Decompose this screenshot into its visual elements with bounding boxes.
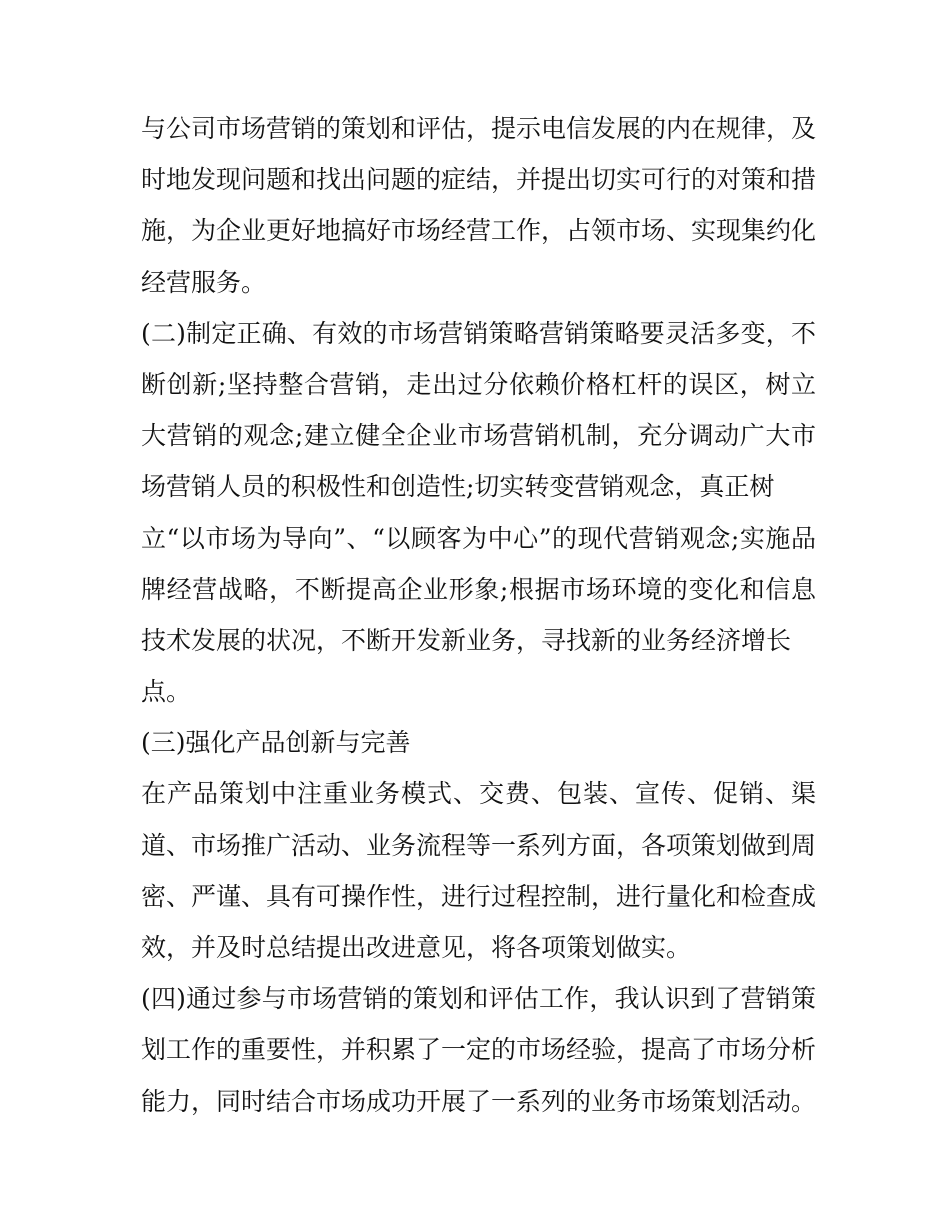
- text-line: 点。: [141, 677, 192, 707]
- text-line: 断创新;坚持整合营销，走出过分依赖价格杠杆的误区，树立: [141, 369, 816, 399]
- section-heading: (三)强化产品创新与完善: [141, 728, 411, 758]
- text-line: 效，并及时总结提出改进意见，将各项策划做实。: [141, 933, 692, 962]
- text-line: 场营销人员的积极性和创造性;切实转变营销观念，真正树: [141, 472, 775, 502]
- text-line: (四)通过参与市场营销的策划和评估工作，我认识到了营销策: [141, 984, 816, 1014]
- text-line: 时地发现问题和找出问题的症结，并提出切实可行的对策和措: [141, 165, 817, 195]
- text-line: 经营服务。: [141, 267, 267, 297]
- text-line: 与公司市场营销的策划和评估，提示电信发展的内在规律，及: [141, 114, 817, 143]
- text-line: 划工作的重要性，并积累了一定的市场经验，提高了市场分析: [141, 1035, 817, 1065]
- document-body: [141, 103, 816, 1127]
- text-line: 立“以市场为导向”、“以顾客为中心”的现代营销观念;实施品: [141, 523, 816, 553]
- text-line: 在产品策划中注重业务模式、交费、包装、宣传、促销、渠: [141, 779, 816, 809]
- text-line: 道、市场推广活动、业务流程等一系列方面，各项策划做到周: [141, 830, 817, 860]
- text-line: 施，为企业更好地搞好市场经营工作，占领市场、实现集约化: [141, 216, 817, 246]
- text-line: 牌经营战略，不断提高企业形象;根据市场环境的变化和信息: [141, 574, 816, 604]
- text-line: 能力，同时结合市场成功开展了一系列的业务市场策划活动。: [141, 1086, 817, 1116]
- text-line: 密、严谨、具有可操作性，进行过程控制，进行量化和检查成: [141, 881, 817, 911]
- text-line: 技术发展的状况，不断开发新业务，寻找新的业务经济增长: [141, 625, 792, 655]
- text-line: (二)制定正确、有效的市场营销策略营销策略要灵活多变，不: [141, 318, 816, 348]
- text-line: 大营销的观念;建立健全企业市场营销机制，充分调动广大市: [141, 421, 816, 451]
